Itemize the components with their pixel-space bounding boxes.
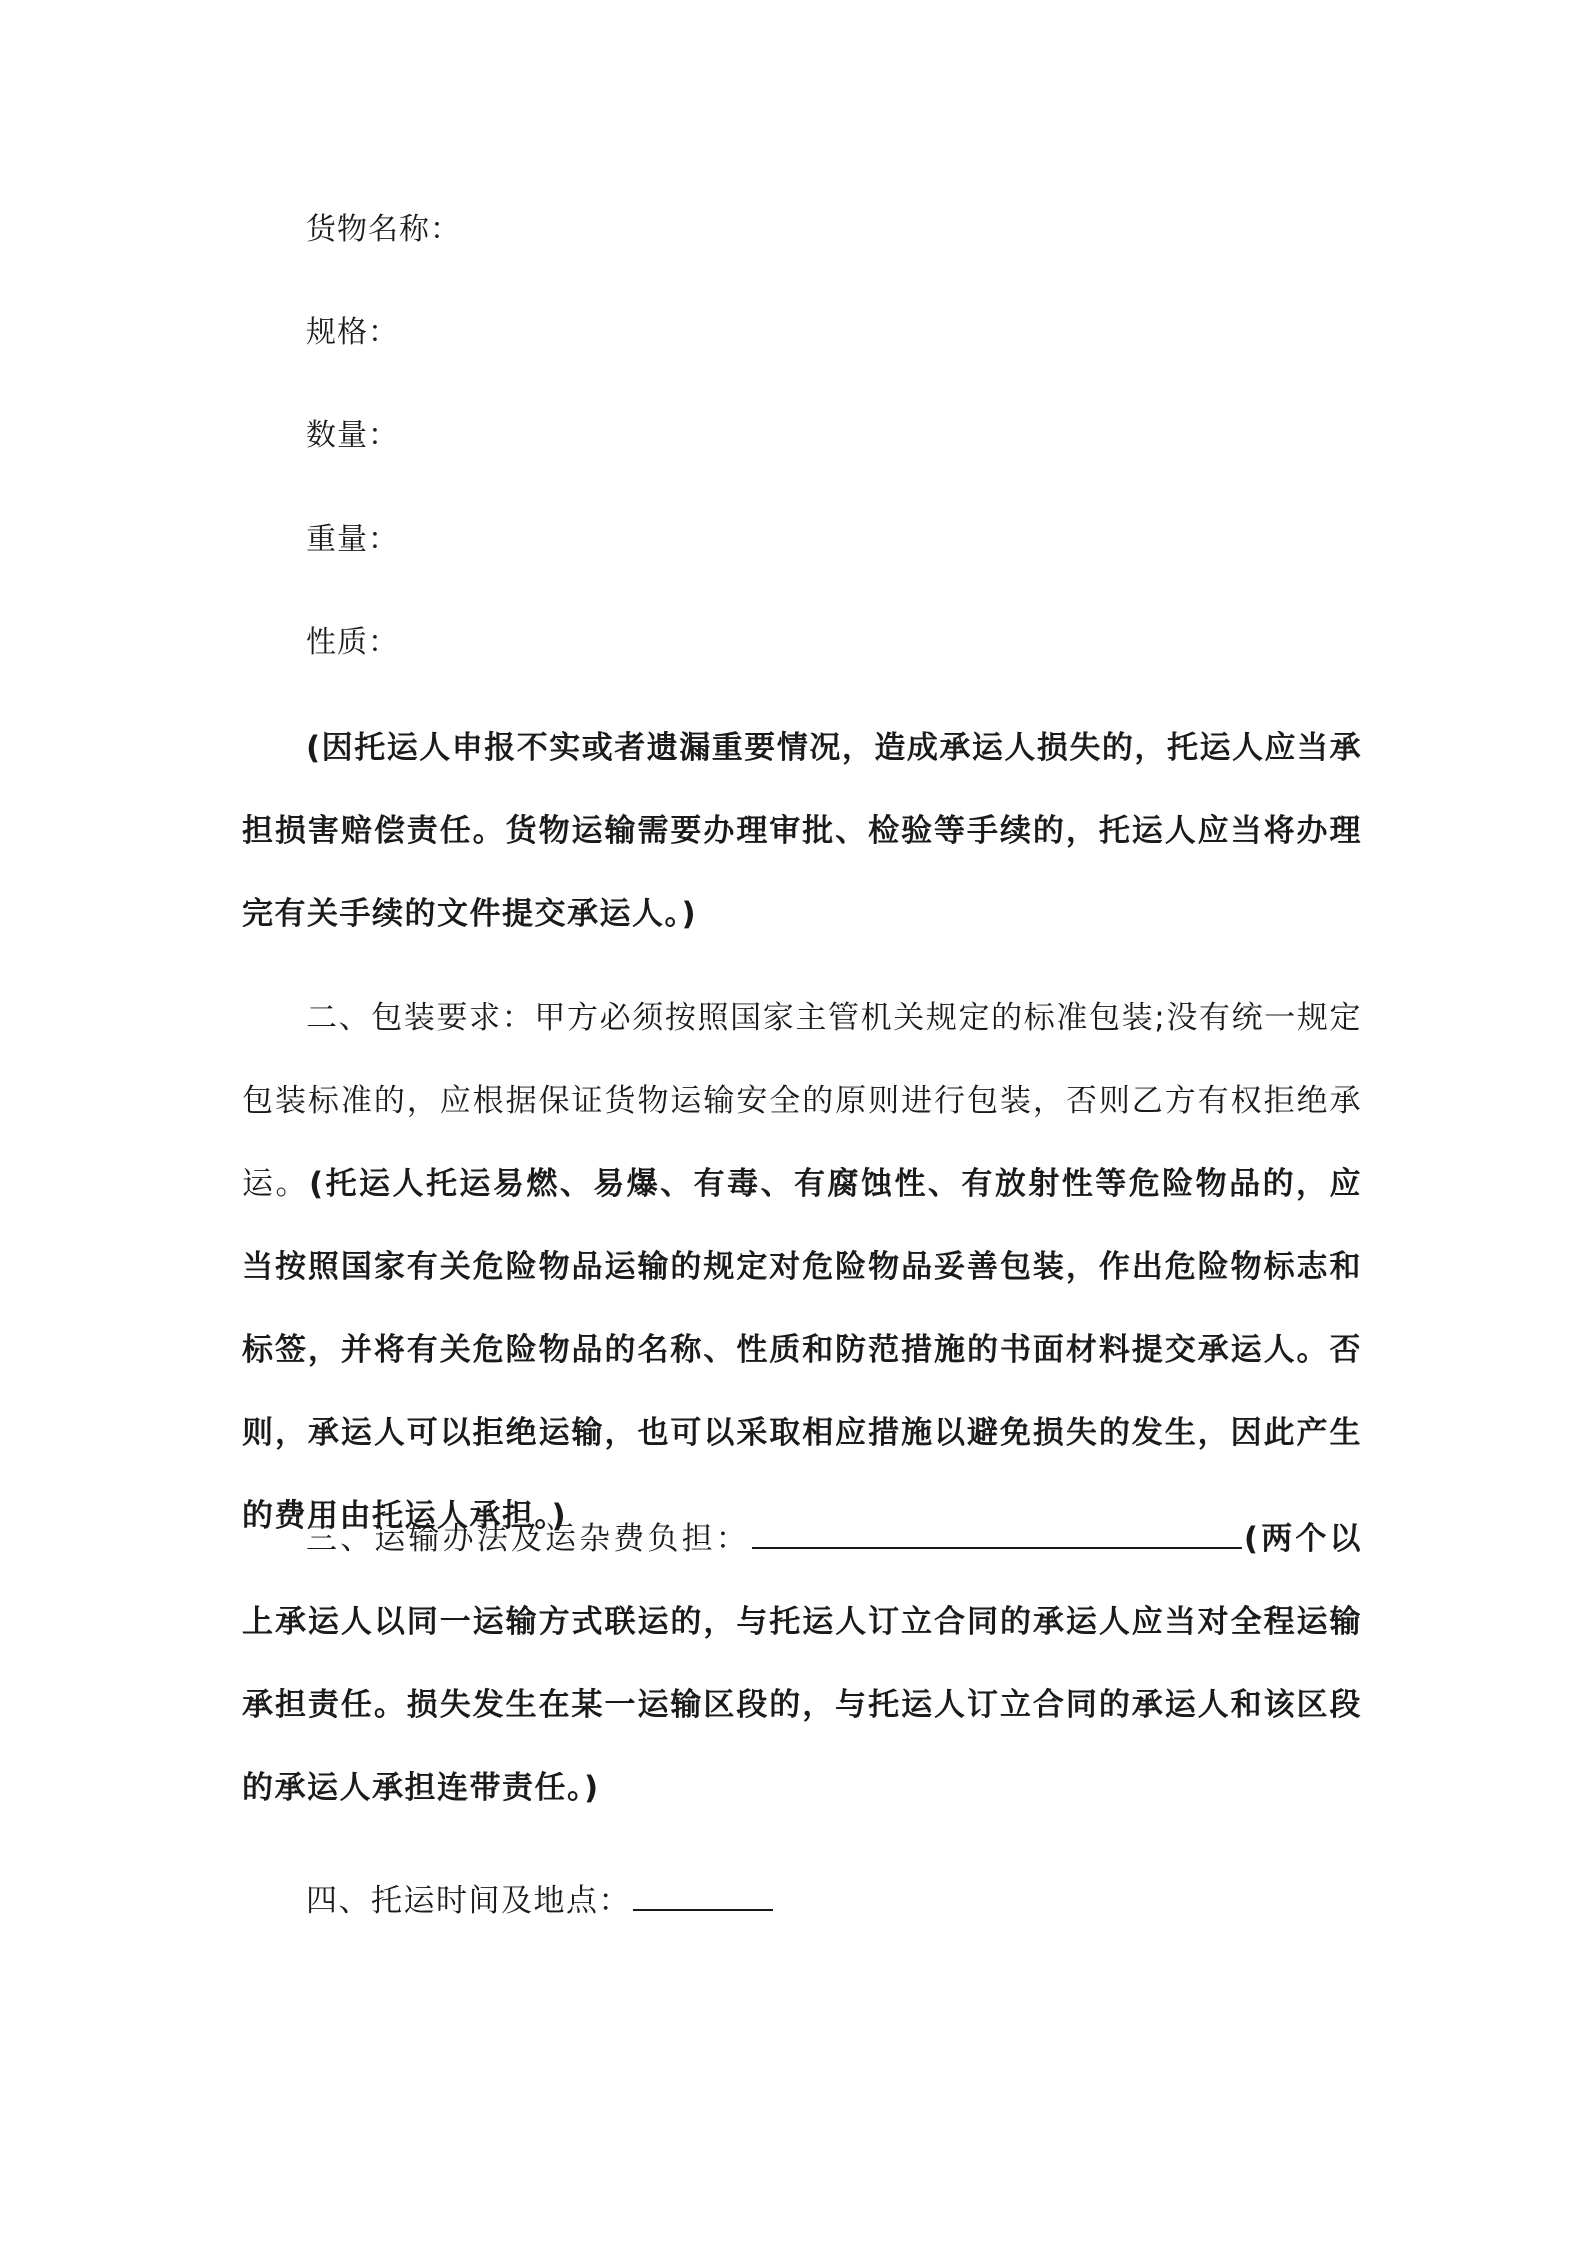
- packaging-text: 二、包装要求：甲方必须按照国家主管机关规定的标准包装;没有统一规定包装标准的，应根据保证货物运输安全的原则进行包装，否则乙方有权拒绝承运。: [242, 1000, 1362, 1202]
- quantity-label: 数量：: [306, 418, 399, 453]
- spec-label: 规格：: [306, 315, 399, 350]
- time-place-section: [242, 1860, 1362, 1943]
- transport-method-blank: [752, 1519, 1242, 1549]
- packaging-section: [242, 977, 1362, 1558]
- time-place-text: 四、托运时间及地点：: [306, 1883, 631, 1919]
- joint-transport-note: (两个以上承运人以同一运输方式联运的，与托运人订立合同的承运人应当对全程运输承担责任。损失发生在某一运输区段的，与托运人订立合同的承运人和该区段的承运人承担连带责任。): [242, 1521, 1362, 1806]
- goods-name-label: 货物名称：: [306, 212, 461, 247]
- dangerous-goods-note: (托运人托运易燃、易爆、有毒、有腐蚀性、有放射性等危险物品的，应当按照国家有关危险物品运输的规定对危险物品妥善包装，作出危险物标志和标签，并将有关危险物品的名称、性质和防范措施的书面材料提交承运人。否则，承运人可以拒绝运输，也可以采取相应措施以避免损失的发生，因此产生的费用由托运人承担。): [242, 1166, 1363, 1534]
- declaration-note: (因托运人申报不实或者遗漏重要情况，造成承运人损失的，托运人应当承担损害赔偿责任。货物运输需要办理审批、检验等手续的，托运人应当将办理完有关手续的文件提交承运人。): [242, 730, 1362, 932]
- transport-method-section: [242, 1498, 1362, 1830]
- transport-method-text: 三、运输办法及运杂费负担：: [306, 1521, 750, 1557]
- nature-label: 性质：: [306, 625, 399, 660]
- weight-label: 重量：: [306, 522, 399, 557]
- time-place-blank: [633, 1881, 773, 1911]
